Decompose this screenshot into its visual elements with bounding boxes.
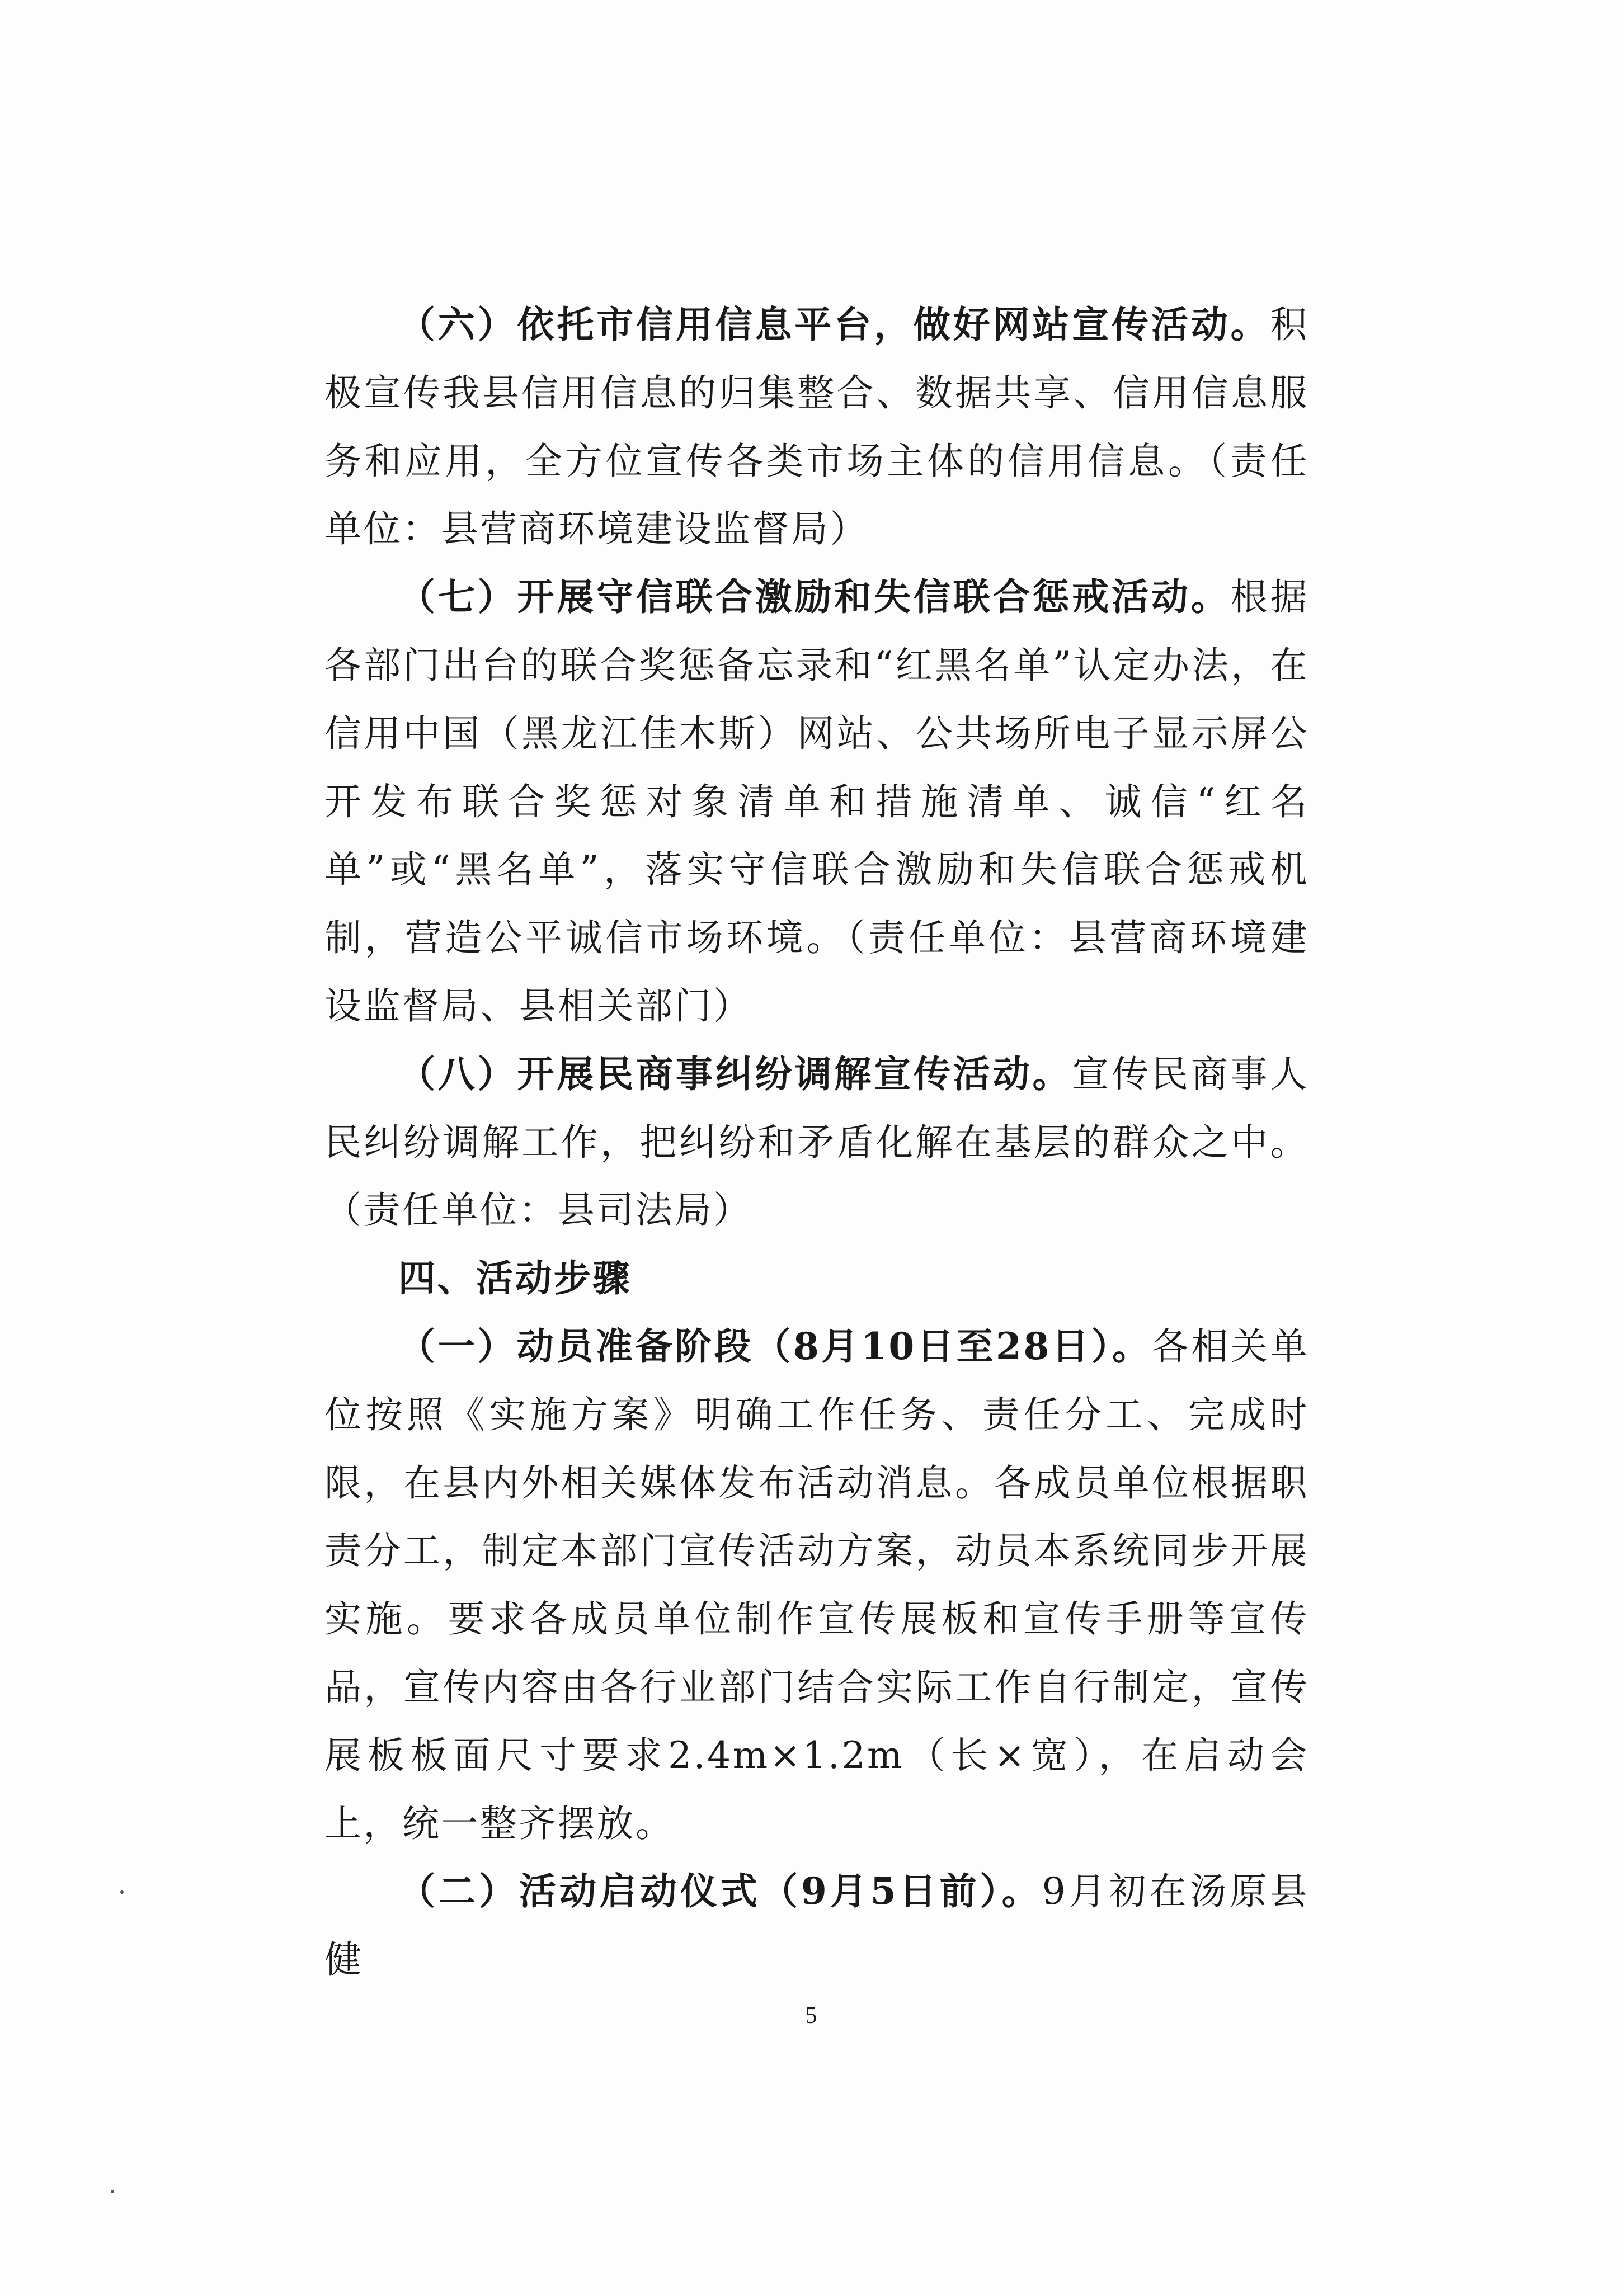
scan-speck <box>111 2190 114 2193</box>
paragraph-7 <box>324 563 1309 1040</box>
paragraph-8-body: 宣传民商事人民纠纷调解工作，把纠纷和矛盾化解在基层的群众之中。（责任单位：县司法局） <box>324 1052 1310 1232</box>
step-1-lead: （一）动员准备阶段（8月10日至28日）。 <box>398 1324 1152 1368</box>
paragraph-8 <box>324 1040 1309 1244</box>
step-2-lead: （二）活动启动仪式（9月5日前）。 <box>398 1869 1042 1913</box>
section-heading: 四、活动步骤 <box>398 1257 632 1300</box>
paragraph-6-body: 积极宣传我县信用信息的归集整合、数据共享、信用信息服务和应用，全方位宣传各类市场主体的信用信息。（责任单位：县营商环境建设监督局） <box>324 303 1309 551</box>
step-1-body: 各相关单位按照《实施方案》明确工作任务、责任分工、完成时限，在县内外相关媒体发布活动消息。各成员单位根据职责分工，制定本部门宣传活动方案，动员本系统同步开展实施。要求各成员单位制作宣传展板和宣传手册等宣传品，宣传内容由各行业部门结合实际工作自行制定，宣传展板板面尺寸要求2.4m×1.2m（长×宽），在启动会上，统一整齐摆放。 <box>324 1324 1309 1845</box>
paragraph-8-lead: （八）开展民商事纠纷调解宣传活动。 <box>398 1052 1072 1096</box>
step-2 <box>324 1857 1309 1994</box>
page-number: 5 <box>805 2003 817 2029</box>
step-2-body: 9月初在汤原县健 <box>324 1870 1309 1982</box>
step-1 <box>324 1313 1309 1857</box>
paragraph-6 <box>324 291 1309 563</box>
scan-speck <box>120 1890 124 1894</box>
document-body <box>324 291 1309 1994</box>
paragraph-7-lead: （七）开展守信联合激励和失信联合惩戒活动。 <box>398 575 1231 619</box>
paragraph-7-body: 根据各部门出台的联合奖惩备忘录和“红黑名单”认定办法，在信用中国（黑龙江佳木斯）网站、公共场所电子显示屏公开发布联合奖惩对象清单和措施清单、诚信“红名单”或“黑名单”，落实守信联合激励和失信联合惩戒机制，营造公平诚信市场环境。（责任单位：县营商环境建设监督局、县相关部门） <box>324 576 1310 1027</box>
paragraph-6-lead: （六）依托市信用信息平台，做好网站宣传活动。 <box>398 303 1270 346</box>
